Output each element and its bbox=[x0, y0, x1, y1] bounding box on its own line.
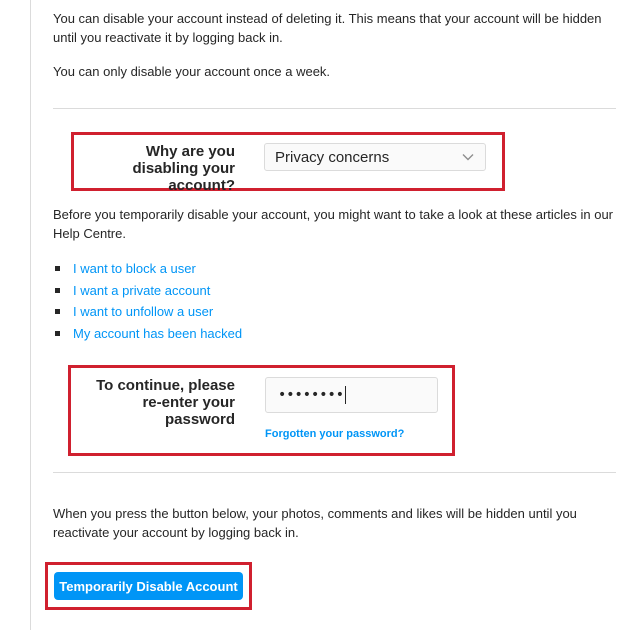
help-article-list bbox=[53, 258, 242, 344]
reason-label: Why are you disabling your account? bbox=[132, 143, 235, 194]
bullet-icon bbox=[55, 309, 60, 314]
list-item bbox=[53, 323, 242, 345]
help-link-private-account[interactable]: I want a private account bbox=[73, 282, 211, 298]
divider bbox=[53, 472, 616, 473]
reason-selected-value: Privacy concerns bbox=[275, 148, 390, 166]
temporarily-disable-account-button[interactable]: Temporarily Disable Account bbox=[54, 572, 243, 600]
text-caret bbox=[345, 386, 346, 404]
forgot-password-link[interactable]: Forgotten your password? bbox=[265, 428, 405, 440]
panel-left-border bbox=[30, 0, 31, 630]
help-link-unfollow-user[interactable]: I want to unfollow a user bbox=[73, 304, 214, 320]
help-link-account-hacked[interactable]: My account has been hacked bbox=[73, 325, 243, 341]
password-masked-value: •••••••• bbox=[278, 387, 345, 403]
disable-info-text: You can disable your account instead of deleting it. This means that your account will be hidden until you reactivate it by logging back in. bbox=[53, 11, 602, 45]
list-item bbox=[53, 280, 242, 302]
disable-frequency-note: You can only disable your account once a week. bbox=[53, 64, 331, 79]
bullet-icon bbox=[55, 331, 60, 336]
bullet-icon bbox=[55, 266, 60, 271]
reason-select[interactable] bbox=[264, 143, 486, 171]
list-item bbox=[53, 301, 242, 323]
list-item bbox=[53, 258, 242, 280]
help-intro-text: Before you temporarily disable your account, you might want to take a look at these articles in our Help Centre. bbox=[53, 207, 614, 241]
divider bbox=[53, 108, 616, 109]
bullet-icon bbox=[55, 288, 60, 293]
password-field[interactable] bbox=[265, 377, 438, 413]
disable-consequence-text: When you press the button below, your photos, comments and likes will be hidden until you reactivate your account by logging back in. bbox=[53, 506, 577, 540]
help-link-block-user[interactable]: I want to block a user bbox=[73, 261, 196, 277]
chevron-down-icon bbox=[461, 150, 475, 164]
password-label: To continue, please re-enter your password bbox=[96, 377, 235, 428]
